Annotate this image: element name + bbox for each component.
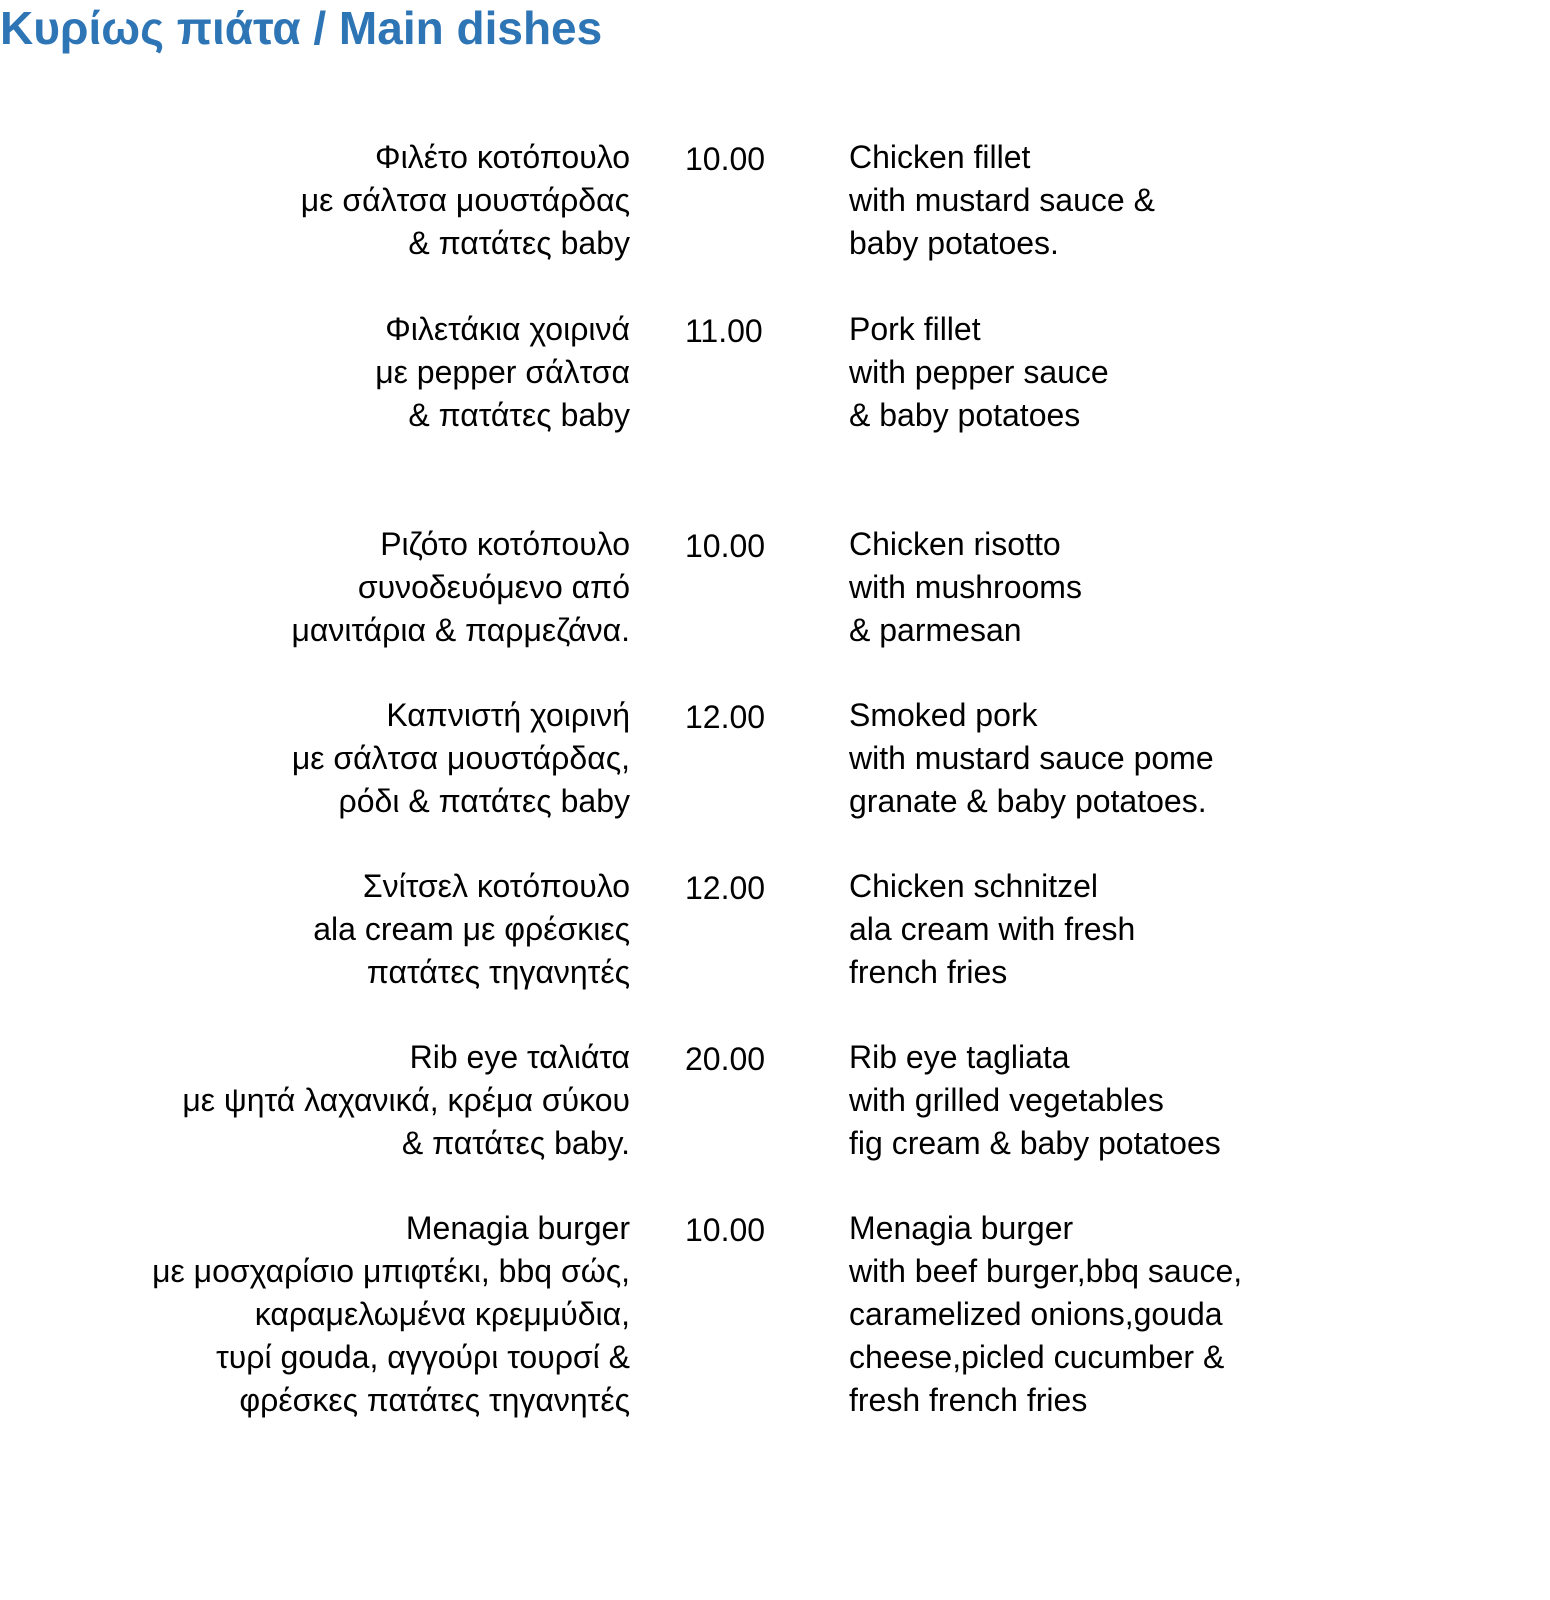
dish-price: 10.00	[685, 141, 766, 177]
dish-greek-line: Ριζότο κοτόπουλο	[380, 526, 630, 562]
dish-greek-line: με σάλτσα μουστάρδας,	[291, 740, 630, 776]
dish-english-line: Menagia burger	[849, 1210, 1074, 1246]
dish-greek-line: ala cream με φρέσκιες	[313, 911, 630, 947]
dish-english-description	[849, 1207, 1242, 1422]
dish-greek-line: & πατάτες baby	[408, 397, 630, 433]
dish-greek-line: ρόδι & πατάτες baby	[338, 783, 630, 819]
dish-english-description	[849, 694, 1214, 823]
dish-english-line: with mustard sauce pome	[849, 740, 1214, 776]
dish-english-line: cheese,picled cucumber &	[849, 1339, 1225, 1375]
dish-english-line: Pork fillet	[849, 311, 981, 347]
dish-greek-line: & πατάτες baby.	[401, 1125, 630, 1161]
dish-price: 12.00	[685, 870, 766, 906]
dish-greek-line: Menagia burger	[405, 1210, 630, 1246]
dish-english-line: Smoked pork	[849, 697, 1038, 733]
dish-greek-line: πατάτες τηγανητές	[366, 954, 630, 990]
dish-english-line: Rib eye tagliata	[849, 1039, 1070, 1075]
dish-greek-line: μανιτάρια & παρμεζάνα.	[291, 612, 630, 648]
dish-price: 10.00	[685, 528, 766, 564]
dish-greek-line: Φιλέτο κοτόπουλο	[375, 139, 630, 175]
dish-english-description	[849, 1036, 1221, 1165]
dish-english-line: & parmesan	[849, 612, 1022, 648]
dish-greek-line: τυρί gouda, αγγούρι τουρσί &	[216, 1339, 630, 1375]
dish-greek-line: Καπνιστή χοιρινή	[386, 697, 630, 733]
dish-greek-description	[375, 308, 630, 437]
dish-english-line: with mustard sauce &	[849, 182, 1155, 218]
dish-greek-description	[313, 865, 630, 994]
dish-greek-line: με μοσχαρίσιο μπιφτέκι, bbq σώς,	[152, 1253, 630, 1289]
dish-greek-line: με σάλτσα μουστάρδας	[300, 182, 630, 218]
dish-english-line: Chicken risotto	[849, 526, 1061, 562]
dish-greek-description	[182, 1036, 630, 1165]
dish-english-line: & baby potatoes	[849, 397, 1081, 433]
dish-english-description	[849, 523, 1082, 652]
dish-greek-line: συνοδευόμενο από	[357, 569, 630, 605]
dish-english-line: granate & baby potatoes.	[849, 783, 1207, 819]
dish-greek-line: με pepper σάλτσα	[375, 354, 630, 390]
dish-english-line: ala cream with fresh	[849, 911, 1136, 947]
dish-english-line: fresh french fries	[849, 1382, 1088, 1418]
dish-english-description	[849, 136, 1155, 265]
dish-greek-line: με ψητά λαχανικά, κρέμα σύκου	[182, 1082, 630, 1118]
dish-english-line: fig cream & baby potatoes	[849, 1125, 1221, 1161]
dish-greek-description	[152, 1207, 630, 1422]
dish-english-line: baby potatoes.	[849, 225, 1059, 261]
dish-greek-description	[292, 694, 630, 823]
dish-greek-description	[301, 136, 630, 265]
dish-greek-line: Σνίτσελ κοτόπουλο	[362, 868, 630, 904]
dish-price: 20.00	[685, 1041, 766, 1077]
dish-english-line: with mushrooms	[849, 569, 1082, 605]
dish-price: 12.00	[685, 699, 766, 735]
dish-english-line: with pepper sauce	[849, 354, 1109, 390]
dish-greek-line: Rib eye ταλιάτα	[409, 1039, 630, 1075]
dish-english-line: with beef burger,bbq sauce,	[849, 1253, 1243, 1289]
page-title: Κυρίως πιάτα / Main dishes	[0, 2, 603, 54]
dish-english-description	[849, 308, 1109, 437]
dish-english-description	[849, 865, 1135, 994]
dish-greek-line: Φιλετάκια χοιρινά	[385, 311, 630, 347]
dish-price: 10.00	[685, 1212, 766, 1248]
dish-english-line: with grilled vegetables	[849, 1082, 1164, 1118]
dish-greek-line: & πατάτες baby	[408, 225, 630, 261]
dish-english-line: Chicken fillet	[849, 139, 1031, 175]
dish-english-line: caramelized onions,gouda	[849, 1296, 1223, 1332]
dish-greek-description	[291, 523, 630, 652]
dish-english-line: Chicken schnitzel	[849, 868, 1098, 904]
dish-english-line: french fries	[849, 954, 1008, 990]
dish-greek-line: φρέσκες πατάτες τηγανητές	[239, 1382, 630, 1418]
dish-price: 11.00	[685, 313, 763, 349]
dish-greek-line: καραμελωμένα κρεμμύδια,	[254, 1296, 630, 1332]
